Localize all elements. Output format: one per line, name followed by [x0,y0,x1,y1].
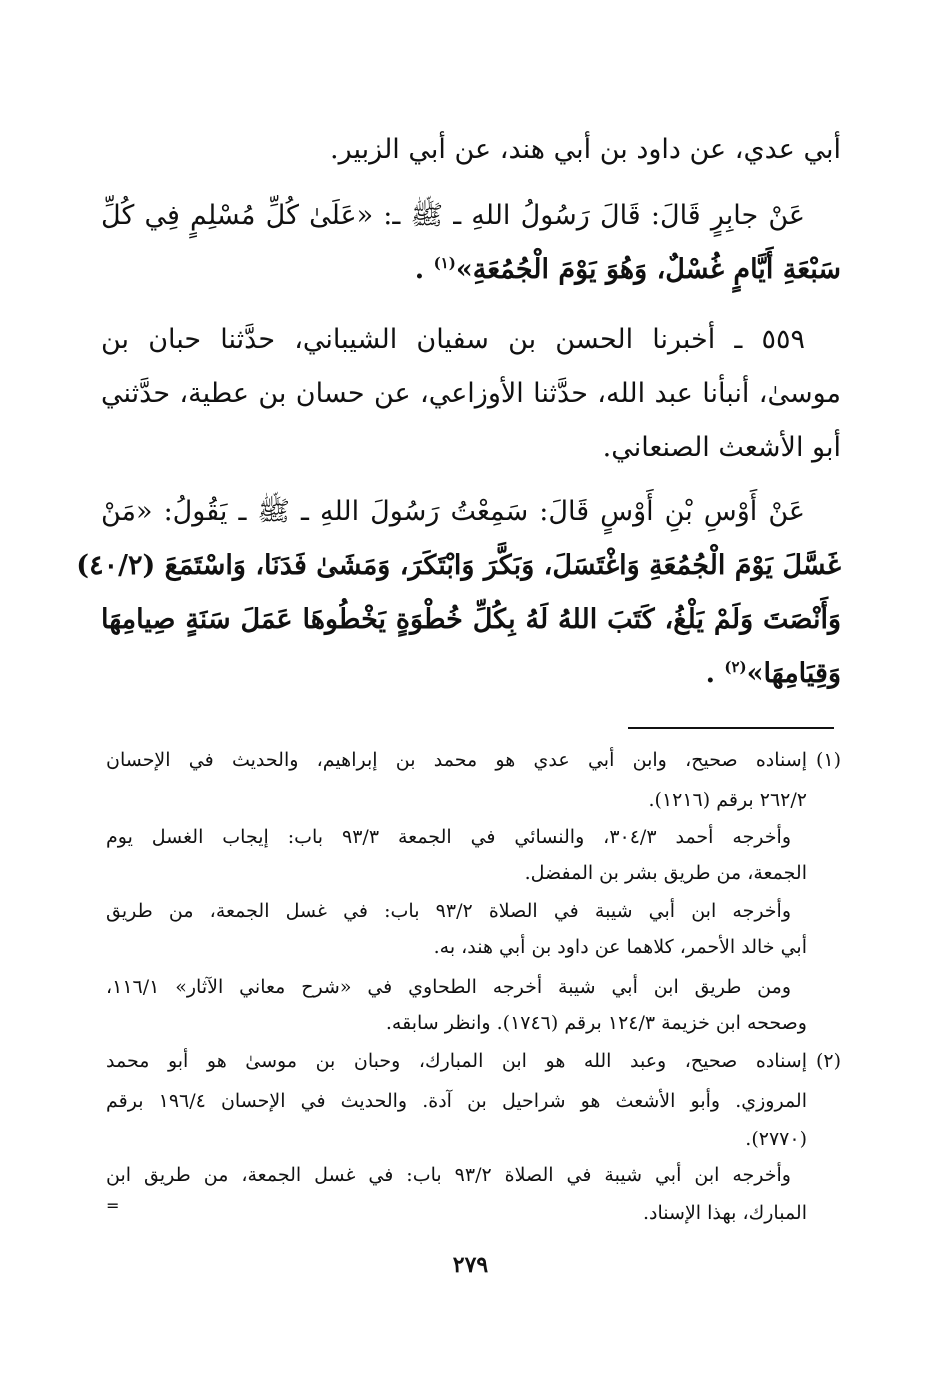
footnote-separator [628,727,834,729]
isnad-text: أبو الأشعث الصنعاني. [602,432,841,463]
footnote-ref-2[interactable]: (٢) [724,658,747,676]
main-text-line [101,130,841,170]
continuation-mark: = [106,1196,120,1215]
footnote-1-line-6 [106,932,841,962]
isnad-text: موسىٰ، أنبأنا عبد الله، حدَّثنا الأوزاعي، عن حسان بن عطية، حدَّثني [101,378,841,409]
footnote-2-line-3 [106,1124,841,1154]
hadith-1-line-2 [101,250,841,290]
isnad-text: ٥٥٩ ـ أخبرنا الحسن بن سفيان الشيباني، حدَّثنا حبان بن [101,324,805,355]
footnote-1-line-4 [106,858,841,888]
footnote-1-line-5 [106,896,841,926]
footnote-text: أبي خالد الأحمر، كلاهما عن داود بن أبي هند، به. [433,936,807,958]
hadith-text: سَبْعَةِ أَيَّامٍ غُسْلٌ، وَهُوَ يَوْمَ الْجُمُعَةِ» [455,254,841,285]
hadith-2-line-4 [101,654,841,694]
footnote-text: وأخرجه ابن أبي شيبة في الصلاة ٩٣/٢ باب: في غسل الجمعة، من طريق ابن [106,1164,791,1186]
hadith-text: وَأَنْصَتَ وَلَمْ يَلْغُ، كَتَبَ اللهُ لَهُ بِكُلِّ خُطْوَةٍ يَخْطُوهَا عَمَلَ سَنَةٍ صِيامِهَا [101,604,841,635]
isnad-559-line-1 [101,320,841,360]
footnote-text: إسناده صحيح، وابن أبي عدي هو محمد بن إبراهيم، والحديث في الإحسان [106,749,807,771]
hadith-2-line-2 [76,546,841,586]
footnote-1-line-1 [106,745,841,775]
footnote-text: وأخرجه ابن أبي شيبة في الصلاة ٩٣/٢ باب: في غسل الجمعة، من طريق [106,900,791,922]
footnote-text: وأخرجه أحمد ٣٠٤/٣، والنسائي في الجمعة ٩٣/٣ باب: إيجاب الغسل يوم [106,826,791,848]
footnote-text: ٢٦٢/٢ برقم (١٢١٦). [648,789,807,811]
footnote-text: الجمعة، من طريق بشر بن المفضل. [524,862,807,884]
footnote-text: المبارك، بهذا الإسناد. [643,1202,807,1224]
footnote-2-line-4 [106,1160,841,1190]
footnote-text: وصححه ابن خزيمة ١٢٤/٣ برقم (١٧٤٦). وانظر سابقه. [385,1012,807,1034]
hadith-2-line-1 [101,492,841,532]
footnote-2-line-5 [106,1198,841,1228]
footnote-text: (٢٧٧٠). [745,1128,807,1150]
footnote-1-line-8 [106,1008,841,1038]
hadith-2-line-3 [101,600,841,640]
footnote-1-number: (١) [815,749,841,771]
hadith-end-punct: . [414,254,425,285]
hadith-text: وَقِيَامِهَا» [746,658,841,689]
hadith-end-punct: . [705,658,715,689]
footnote-1-line-2 [106,785,841,815]
page-number: ٢٧٩ [452,1252,489,1278]
hadith-text: عَنْ أَوْسِ بْنِ أَوْسٍ قَالَ: سَمِعْتُ رَسُولَ اللهِ ـ ﷺ ـ يَقُولُ: «مَنْ [101,496,805,527]
hadith-1-line-1 [101,196,841,236]
footnote-2-line-1 [106,1046,841,1076]
hadith-text: عَنْ جابِرٍ قَالَ: قَالَ رَسُولُ اللهِ ـ ﷺ ـ: «عَلَىٰ كُلِّ مُسْلِمٍ فِي كُلِّ [101,200,805,231]
footnote-text: المروزي. وأبو الأشعث هو شراحيل بن آدة. والحديث في الإحسان ١٩٦/٤ برقم [106,1090,808,1112]
isnad-559-line-2 [101,374,841,414]
footnote-2-number: (٢) [815,1050,841,1072]
main-text-line-content: أبي عدي، عن داود بن أبي هند، عن أبي الزبير. [330,134,841,165]
footnote-2-line-2 [106,1086,841,1116]
isnad-559-line-3 [101,428,841,468]
footnote-1-line-3 [106,822,841,852]
footnote-ref-1[interactable]: (١) [433,254,456,272]
footnote-text: إسناده صحيح، وعبد الله هو ابن المبارك، وحبان بن موسىٰ هو أبو محمد [106,1050,807,1072]
footnote-text: ومن طريق ابن أبي شيبة أخرجه الطحاوي في «شرح معاني الآثار» ١١٦/١، [106,976,791,998]
footnote-1-line-7 [106,972,841,1002]
hadith-text: غَسَّلَ يَوْمَ الْجُمُعَةِ وَاغْتَسَلَ، وَبَكَّرَ وَابْتَكَرَ، وَمَشَىٰ فَدَنَا، وَاسْتَمَعَ (٤٠/٢) [76,550,841,581]
